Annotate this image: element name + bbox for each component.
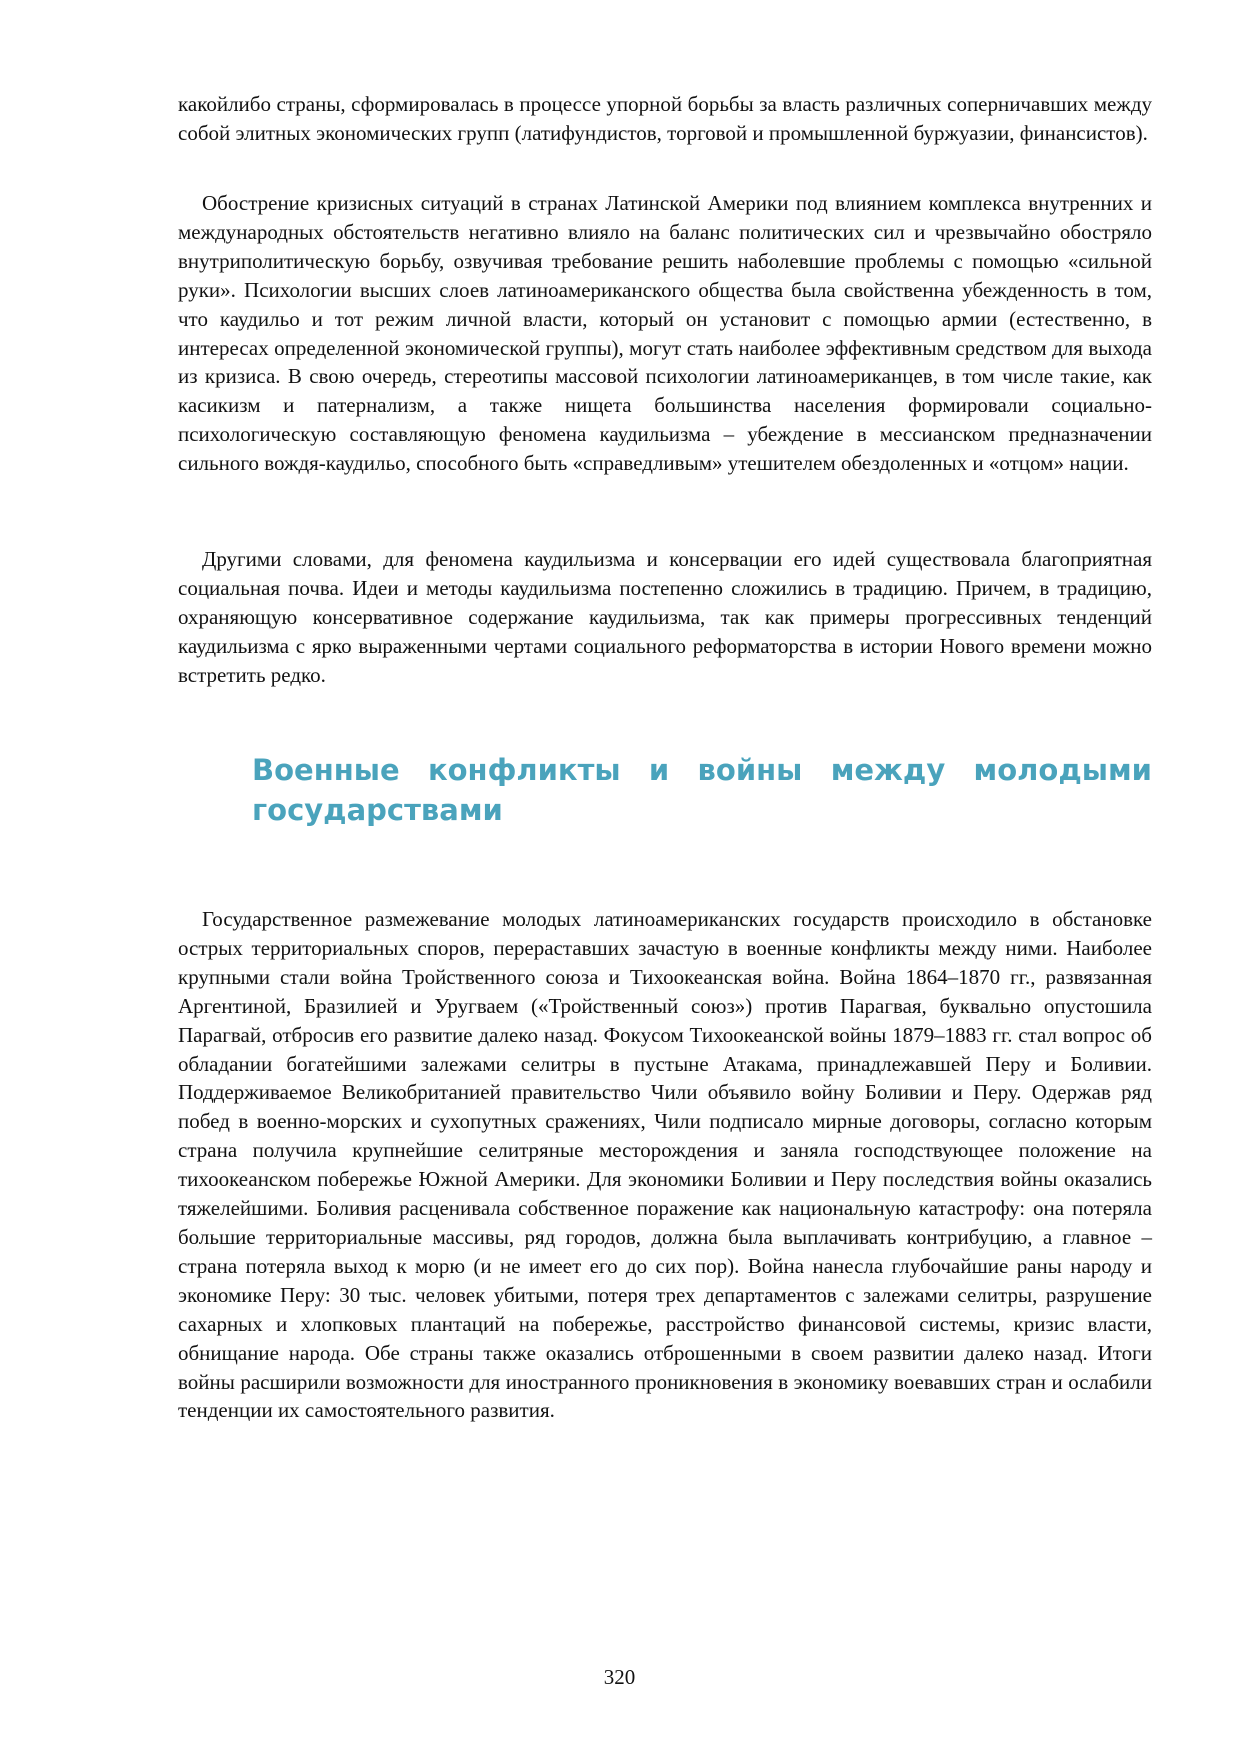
paragraph-wars xyxy=(178,905,1152,1425)
paragraph-continuation xyxy=(178,90,1152,148)
paragraph-text: Государственное размежевание молодых латиноамериканских государств происходило в обстановке острых территориальных споров, перераставших зачастую в военные конфликты между ними. Наиболее крупными стали война Тройственного союза и Тихоокеанская война. Война 1864–1870 гг., развязанная Аргентиной, Бразилией и Уругваем («Тройственный союз») против Парагвая, буквально опустошила Парагвай, отбросив его развитие далеко назад. Фокусом Тихоокеанской войны 1879–1883 гг. стал вопрос об обладании богатейшими залежами селитры в пустыне Атакама, принадлежавшей Перу и Боливии. Поддерживаемое Великобританией правительство Чили объявило войну Боливии и Перу. Одержав ряд побед в военно-морских и сухопутных сражениях, Чили подписало мирные договоры, согласно которым страна получила крупнейшие селитряные месторождения и заняла господствующее положение на тихоокеанском побережье Южной Америки. Для экономики Боливии и Перу последствия войны оказались тяжелейшими. Боливия расценивала собственное поражение как национальную катастрофу: она потеряла большие территориальные массивы, ряд городов, должна была выплачивать контрибуцию, а главное – страна потеряла выход к морю (и не имеет его до сих пор). Война нанесла глубочайшие раны народу и экономике Перу: 30 тыс. человек убитыми, потеря трех департаментов с залежами селитры, разрушение сахарных и хлопковых плантаций на побережье, расстройство финансовой системы, кризис власти, обнищание народа. Обе страны также оказались отброшенными в своем развитии далеко назад. Итоги войны расширили возможности для иностранного проникновения в экономику воевавших стран и ослабили тенденции их самостоятельного развития. xyxy=(178,907,1152,1423)
page-number: 320 xyxy=(603,1665,636,1689)
section-heading: Военные конфликты и войны между молодыми государствами xyxy=(252,753,1152,827)
paragraph-text: Другими словами, для феномена каудильизма и консервации его идей существовала благоприятная социальная почва. Идеи и методы каудильизма постепенно сложились в традицию. Причем, в традицию, охраняющую консервативное содержание каудильизма, так как примеры прогрессивных тенденций каудильизма с ярко выраженными чертами социального реформаторства в истории Нового времени можно встретить редко. xyxy=(178,547,1152,687)
paragraph-text: какойлибо страны, сформировалась в процессе упорной борьбы за власть различных соперничавших между собой элитных экономических групп (латифундистов, торговой и промышленной буржуазии, финансистов). xyxy=(178,92,1152,145)
paragraph-crisis xyxy=(178,189,1152,478)
paragraph-tradition xyxy=(178,545,1152,690)
paragraph-text: Обострение кризисных ситуаций в странах Латинской Америки под влиянием комплекса внутренних и международных обстоятельств негативно влияло на баланс политических сил и чрезвычайно обостряло внутриполитическую борьбу, озвучивая требование решить наболевшие проблемы с помощью «сильной руки». Психологии высших слоев латиноамериканского общества была свойственна убежденность в том, что каудильо и тот режим личной власти, который он установит с помощью армии (естественно, в интересах определенной экономической группы), могут стать наиболее эффективным средством для выхода из кризиса. В свою очередь, стереотипы массовой психологии латиноамериканцев, в том числе такие, как касикизм и патернализм, а также нищета большинства населения формировали социально-психологическую составляющую феномена каудильизма – убеждение в мессианском предназначении сильного вождя-каудильо, способного быть «справедливым» утешителем обездоленных и «отцом» нации. xyxy=(178,191,1152,476)
